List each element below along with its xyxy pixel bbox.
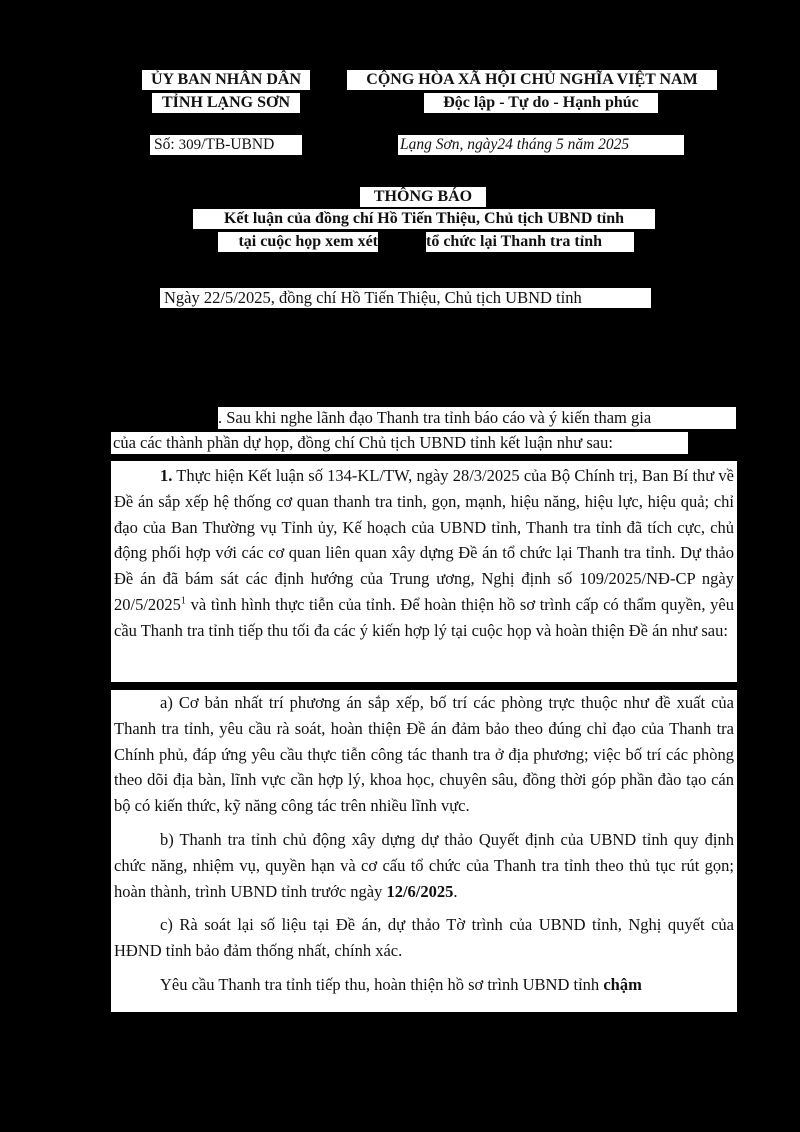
item-b-end: . — [453, 881, 458, 901]
date-year-label: năm — [567, 136, 595, 153]
closing-text: Yêu cầu Thanh tra tỉnh tiếp thu, hoàn thiện hồ sơ trình UBND tỉnh — [160, 974, 604, 994]
date-prefix: Lạng Sơn, ngày — [400, 136, 498, 153]
section-1-number: 1. — [160, 466, 173, 485]
item-b-deadline: 12/6/2025 — [386, 881, 454, 901]
number-prefix: Số: — [154, 136, 175, 153]
date-year: 2025 — [598, 136, 630, 153]
number-value: 309 — [178, 137, 202, 153]
document-type-title: THÔNG BÁO — [360, 187, 486, 207]
date-month: 5 — [555, 136, 564, 153]
item-b-text: b) Thanh tra tỉnh chủ động xây dựng dự thảo Quyết định của UBND tỉnh quy định chức năng, nhiệm vụ, quyền hạn và cơ cấu tổ chức của Thanh tra tỉnh theo thủ tục rút gọn; hoàn thành, trình UBND tỉnh trước ngày — [114, 829, 734, 901]
agency-name-line2: TỈNH LẠNG SƠN — [152, 93, 300, 113]
number-suffix: /TB-UBND — [201, 136, 275, 153]
section-1-text-a: Thực hiện Kết luận số 134-KL/TW, ngày 28/3/2025 của Bộ Chính trị, Ban Bí thư về Đề án sắp xếp hệ thống cơ quan thanh tra tinh, gọn, mạnh, hiệu năng, hiệu lực, hiệu quả; chỉ đạo của Ban Thường vụ Tỉnh ủy, Kế hoạch của UBND tỉnh, Thanh tra tỉnh đã tích cực, chủ động phối hợp với các cơ quan liên quan xây dựng Đề án tổ chức lại Thanh tra tỉnh. Dự thảo Đề án đã bám sát các định hướng của Trung ương, Nghị định số 109/2025/NĐ-CP ngày 20/5/2025 — [114, 466, 734, 614]
intro-line1: Ngày 22/5/2025, đồng chí Hồ Tiến Thiệu, Chủ tịch UBND tỉnh — [160, 288, 651, 308]
agency-name-line1: ỦY BAN NHÂN DÂN — [142, 70, 310, 90]
document-number — [150, 135, 302, 155]
intro-line3: của các thành phần dự họp, đồng chí Chủ tịch UBND tỉnh kết luận như sau: — [111, 432, 688, 454]
closing-bold: chậm — [603, 974, 642, 994]
document-subject-line2-right: tổ chức lại Thanh tra tỉnh — [426, 232, 634, 252]
item-b — [114, 827, 734, 904]
item-a: a) Cơ bản nhất trí phương án sắp xếp, bố trí các phòng trực thuộc như đề xuất của Thanh tra tỉnh, yêu cầu rà soát, hoàn thiện Đề án đảm bảo theo đúng chỉ đạo của Thanh tra Chính phủ, đáp ứng yêu cầu thực tiễn công tác thanh tra ở địa phương; việc bố trí các phòng theo dõi địa bàn, lĩnh vực cần hợp lý, khoa học, chuyên sâu, đồng thời góp phần đào tạo cán bộ có kiến thức, kỹ năng công tác trên nhiều lĩnh vực. — [114, 693, 734, 816]
date-day: 24 — [497, 136, 513, 153]
intro-line2: . Sau khi nghe lãnh đạo Thanh tra tỉnh báo cáo và ý kiến tham gia — [218, 407, 736, 429]
document-subject-line2-left: tại cuộc họp xem xét — [218, 232, 378, 252]
national-title: CỘNG HÒA XÃ HỘI CHỦ NGHĨA VIỆT NAM — [347, 70, 717, 90]
national-motto: Độc lập - Tự do - Hạnh phúc — [424, 93, 658, 113]
closing-sentence — [114, 972, 734, 998]
item-c: c) Rà soát lại số liệu tại Đề án, dự thảo Tờ trình của UBND tỉnh, Nghị quyết của HĐND tỉnh bảo đảm thống nhất, chính xác. — [114, 915, 734, 961]
footnote-marker: 1 — [180, 595, 186, 607]
date-month-label: tháng — [516, 136, 553, 153]
section-1-paragraph — [111, 461, 737, 682]
document-subject-line1: Kết luận của đồng chí Hồ Tiến Thiệu, Chủ tịch UBND tỉnh — [193, 209, 655, 229]
document-date — [398, 135, 684, 155]
section-1-items — [111, 690, 737, 1012]
section-1-text-b: và tình hình thực tiễn của tỉnh. Để hoàn thiện hồ sơ trình cấp có thẩm quyền, yêu cầu Thanh tra tỉnh tiếp thu tối đa các ý kiến hợp lý tại cuộc họp và hoàn thiện Đề án như sau: — [114, 594, 734, 640]
